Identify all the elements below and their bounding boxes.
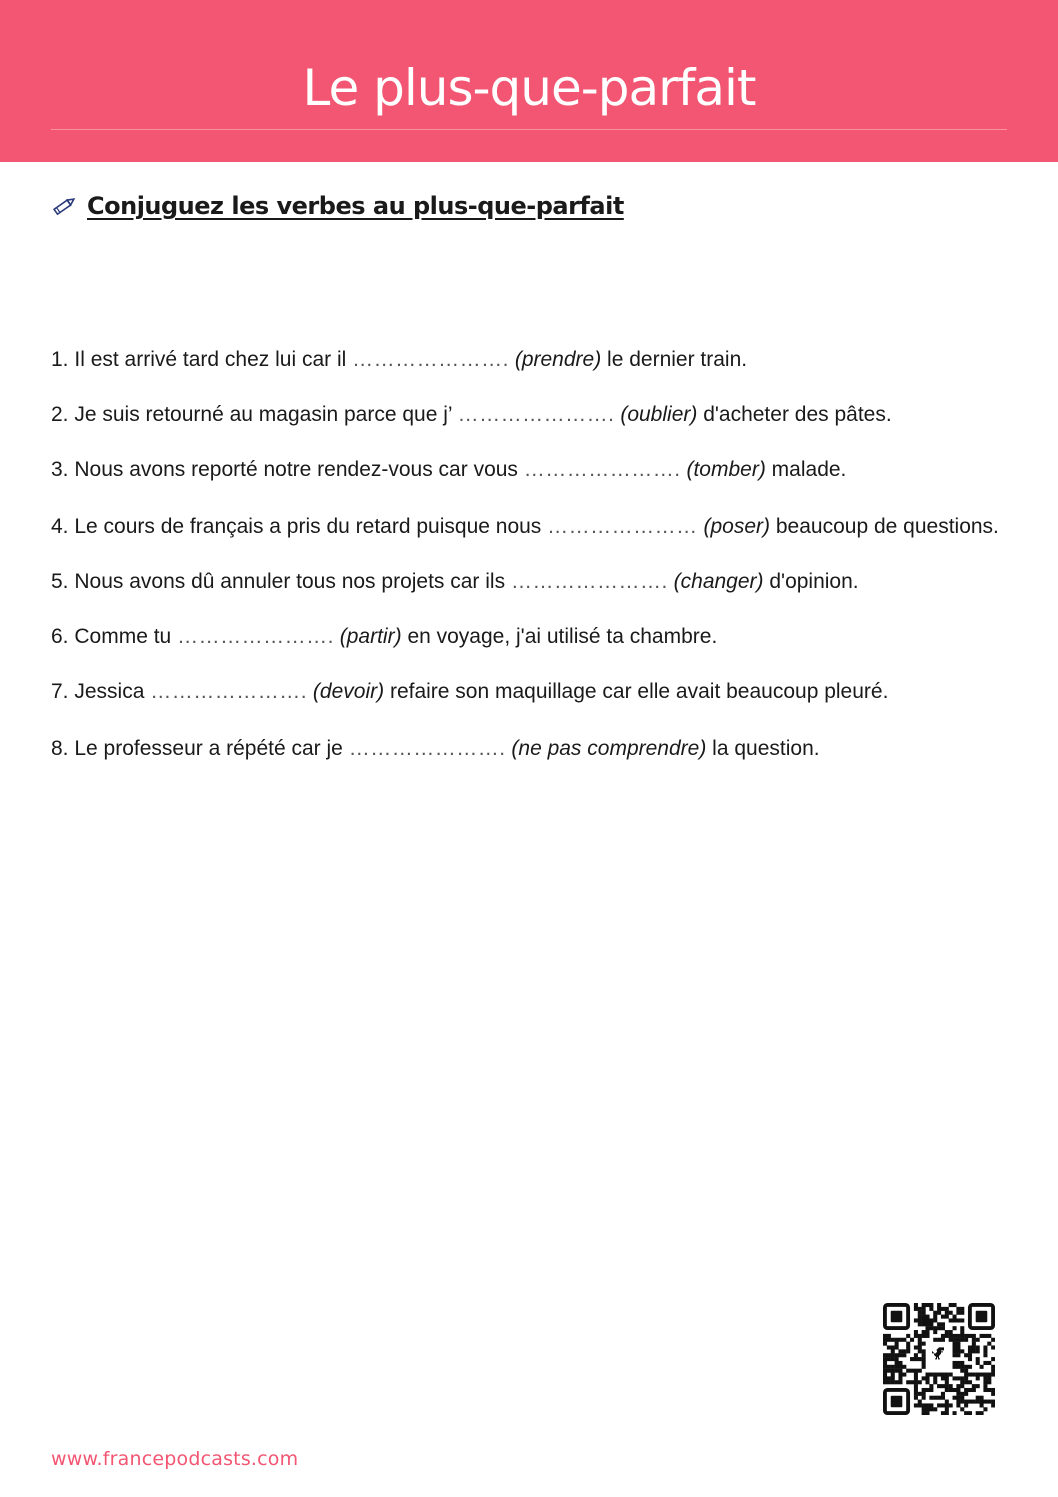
exercise-number: 1. — [51, 348, 69, 371]
exercise-number: 7. — [51, 680, 69, 703]
verb-hint: (partir) — [339, 625, 402, 648]
exercise-text: Comme tu — [74, 625, 172, 648]
answer-blank[interactable]: ………………… — [547, 515, 698, 538]
answer-blank[interactable]: …………………. — [177, 625, 334, 648]
exercise-text: Il est arrivé tard chez lui car il — [74, 348, 347, 371]
exercise-text: refaire son maquillage car elle avait beaucoup pleuré. — [389, 680, 889, 703]
exercise-text: beaucoup de questions. — [775, 515, 999, 538]
exercise-text: Jessica — [74, 680, 145, 703]
exercise-item — [51, 565, 1001, 599]
instruction-text: Conjuguez les verbes au plus-que-parfait — [87, 192, 624, 220]
exercise-number: 6. — [51, 625, 69, 648]
exercise-text: Le cours de français a pris du retard puisque nous — [74, 515, 542, 538]
verb-hint: (devoir) — [312, 680, 385, 703]
instruction — [51, 190, 624, 222]
exercise-text: Nous avons dû annuler tous nos projets car ils — [74, 570, 506, 593]
exercise-item — [51, 343, 1001, 377]
exercise-item — [51, 398, 1001, 432]
exercise-item — [51, 675, 1001, 709]
header-divider — [51, 129, 1007, 130]
exercise-number: 8. — [51, 737, 69, 760]
answer-blank[interactable]: …………………. — [348, 737, 506, 760]
exercise-number: 5. — [51, 570, 69, 593]
answer-blank[interactable]: …………………. — [457, 403, 615, 426]
verb-hint: (tomber) — [686, 458, 766, 481]
exercise-text: Je suis retourné au magasin parce que j’ — [74, 403, 452, 426]
exercise-text: d'opinion. — [769, 570, 859, 593]
header-banner — [0, 0, 1058, 162]
exercise-list — [51, 343, 1001, 766]
verb-hint: (changer) — [673, 570, 764, 593]
exercise-text: la question. — [712, 737, 820, 760]
answer-blank[interactable]: …………………. — [510, 570, 668, 593]
verb-hint: (oublier) — [620, 403, 698, 426]
footer-url[interactable]: www.francepodcasts.com — [51, 1448, 299, 1470]
exercise-text: le dernier train. — [607, 348, 748, 371]
verb-hint: (ne pas comprendre) — [511, 737, 707, 760]
answer-blank[interactable]: …………………. — [352, 348, 509, 371]
verb-hint: (poser) — [703, 515, 771, 538]
exercise-text: Le professeur a répété car je — [74, 737, 343, 760]
exercise-text: d'acheter des pâtes. — [703, 403, 892, 426]
exercise-text: malade. — [771, 458, 847, 481]
answer-blank[interactable]: …………………. — [150, 680, 308, 703]
exercise-text: Nous avons reporté notre rendez-vous car vous — [74, 458, 518, 481]
exercise-item — [51, 453, 1001, 487]
exercise-item — [51, 620, 1001, 654]
exercise-number: 4. — [51, 515, 69, 538]
pencil-icon — [51, 193, 77, 219]
exercise-number: 2. — [51, 403, 69, 426]
exercise-item — [51, 732, 1001, 766]
exercise-text: en voyage, j'ai utilisé ta chambre. — [407, 625, 718, 648]
verb-hint: (prendre) — [514, 348, 602, 371]
qr-code-icon[interactable] — [883, 1303, 995, 1415]
exercise-item — [51, 510, 1001, 544]
answer-blank[interactable]: …………………. — [523, 458, 681, 481]
page-title: Le plus-que-parfait — [302, 59, 756, 117]
exercise-number: 3. — [51, 458, 69, 481]
